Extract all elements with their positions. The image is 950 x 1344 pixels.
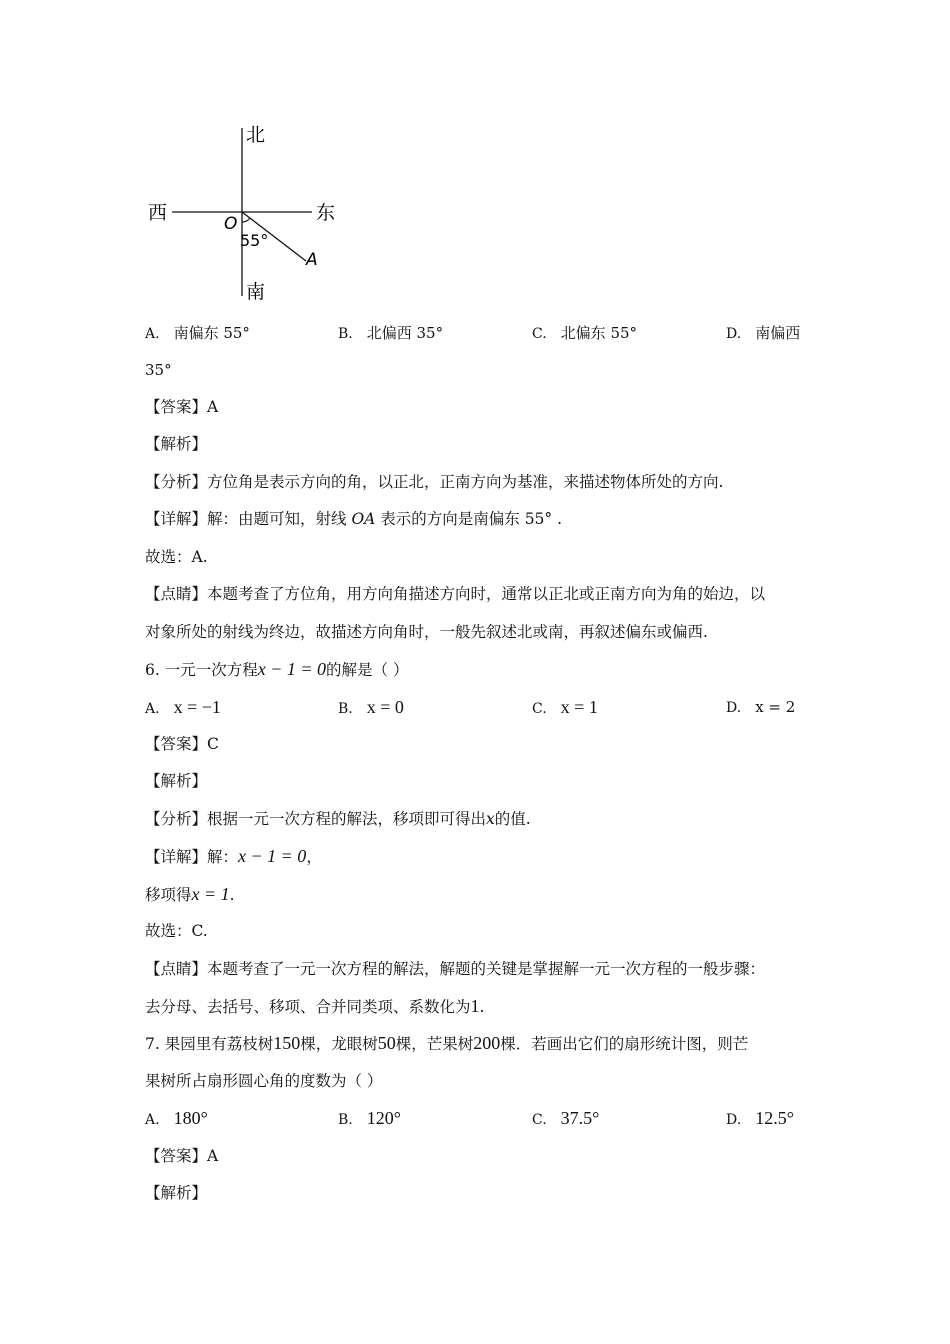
text: 【详解】解：	[145, 848, 239, 866]
angle-arc	[242, 218, 250, 222]
q5-option-b	[338, 322, 443, 345]
q6-jiexi: 【解析】	[145, 772, 208, 790]
q6-answer: 【答案】C	[145, 735, 219, 753]
text: 棵，芒果树	[395, 1035, 474, 1053]
option-text: 南偏东 55°	[173, 324, 250, 342]
text: .	[229, 886, 235, 904]
q6-option-c	[532, 696, 598, 720]
option-label: A.	[145, 701, 160, 717]
text: 7. 果园里有荔枝树	[145, 1035, 274, 1053]
option-label: C.	[532, 1112, 547, 1128]
label-west: 西	[148, 202, 168, 224]
q5-dianjing-line1: 【点睛】本题考查了方位角，用方向角描述方向时，通常以正北或正南方向为角的始边，以	[145, 585, 766, 603]
option-text: 南偏西	[755, 324, 801, 342]
q6-dianjing-line2	[145, 995, 484, 1018]
q6-option-d	[726, 696, 795, 719]
option-label: A.	[145, 1112, 160, 1128]
q5-guxuan: 故选：A.	[145, 548, 208, 566]
q5-fenxi: 【分析】方位角是表示方向的角，以正北，正南方向为基准，来描述物体所处的方向.	[145, 473, 724, 491]
q7-option-d	[726, 1107, 794, 1131]
q5-option-a	[145, 322, 250, 345]
option-label: D.	[726, 326, 742, 342]
q5-xiangjie	[145, 508, 562, 530]
label-east: 东	[316, 202, 336, 224]
option-label: D.	[726, 1112, 742, 1128]
q6-option-a	[145, 696, 221, 720]
text: 去分母、去括号、移项、合并同类项、系数化为	[145, 998, 471, 1016]
q5-option-d-wrap: 35°	[145, 361, 172, 379]
number: 50	[377, 1033, 396, 1053]
q6-stem	[145, 658, 408, 681]
q5-jiexi: 【解析】	[145, 435, 208, 453]
q5-dianjing-line2: 对象所处的射线为终边，故描述方向角时，一般先叙述北或南，再叙述偏东或偏西.	[145, 623, 708, 641]
text: 移项得	[145, 886, 192, 904]
q6-xiangjie	[145, 845, 322, 868]
label-north: 北	[246, 124, 266, 146]
text: 【详解】解：由题可知，射线	[145, 510, 352, 528]
text: ，	[306, 848, 322, 866]
q5-answer: 【答案】A	[145, 398, 219, 416]
q7-stem-line2: 果树所占扇形圆心角的度数为（ ）	[145, 1072, 383, 1090]
direction-figure	[140, 118, 350, 308]
q7-jiexi: 【解析】	[145, 1184, 208, 1202]
option-label: B.	[338, 1112, 353, 1128]
option-text: x = −1	[173, 697, 221, 717]
q7-option-a	[145, 1107, 208, 1131]
number: 1	[470, 996, 480, 1016]
ray-name: OA	[351, 510, 376, 528]
label-south: 南	[246, 281, 266, 303]
option-text: 180°	[173, 1108, 208, 1128]
equation: x − 1 = 0	[238, 846, 307, 866]
option-text: 120°	[366, 1108, 401, 1128]
option-text: 北偏西 35°	[366, 324, 444, 342]
q7-option-c	[532, 1107, 599, 1131]
q7-option-b	[338, 1107, 401, 1131]
label-origin: O	[224, 214, 238, 234]
option-text: 北偏东 55°	[560, 324, 638, 342]
text: 的值.	[494, 810, 531, 828]
option-text: x = 1	[560, 697, 598, 717]
q6-guxuan: 故选：C.	[145, 922, 208, 940]
option-label: D.	[726, 700, 742, 716]
option-label: B.	[338, 701, 353, 717]
equation: x = 1	[191, 884, 230, 904]
number: 150	[273, 1033, 301, 1053]
equation: x − 1 = 0	[257, 659, 327, 679]
label-angle: 55°	[240, 231, 269, 250]
q6-dianjing-line1: 【点睛】本题考查了一元一次方程的解法，解题的关键是掌握解一元一次方程的一般步骤：	[145, 960, 766, 978]
option-label: C.	[532, 701, 547, 717]
text: 棵．若画出它们的扇形统计图，则芒	[500, 1035, 749, 1053]
text: 表示的方向是南偏东 55° .	[375, 510, 563, 528]
text: 6. 一元一次方程	[145, 661, 258, 679]
variable: x	[486, 810, 495, 828]
option-text: x = 0	[366, 697, 404, 717]
label-point-a: A	[306, 250, 318, 270]
text: 的解是（ ）	[326, 661, 409, 679]
q6-option-b	[338, 696, 404, 720]
q5-option-d	[726, 322, 800, 345]
q6-yixiang	[145, 883, 235, 906]
option-label: B.	[338, 326, 353, 342]
text: .	[479, 998, 485, 1016]
option-text: x = 2	[755, 698, 796, 716]
q7-answer: 【答案】A	[145, 1147, 219, 1165]
option-label: A.	[145, 326, 160, 342]
option-label: C.	[532, 326, 547, 342]
text: 棵，龙眼树	[300, 1035, 378, 1053]
option-text: 12.5°	[755, 1108, 794, 1128]
q7-stem-line1	[145, 1032, 748, 1055]
q6-fenxi	[145, 808, 531, 830]
number: 200	[473, 1033, 501, 1053]
text: 【分析】根据一元一次方程的解法，移项即可得出	[145, 810, 487, 828]
option-text: 37.5°	[560, 1108, 600, 1128]
q5-option-c	[532, 322, 637, 345]
